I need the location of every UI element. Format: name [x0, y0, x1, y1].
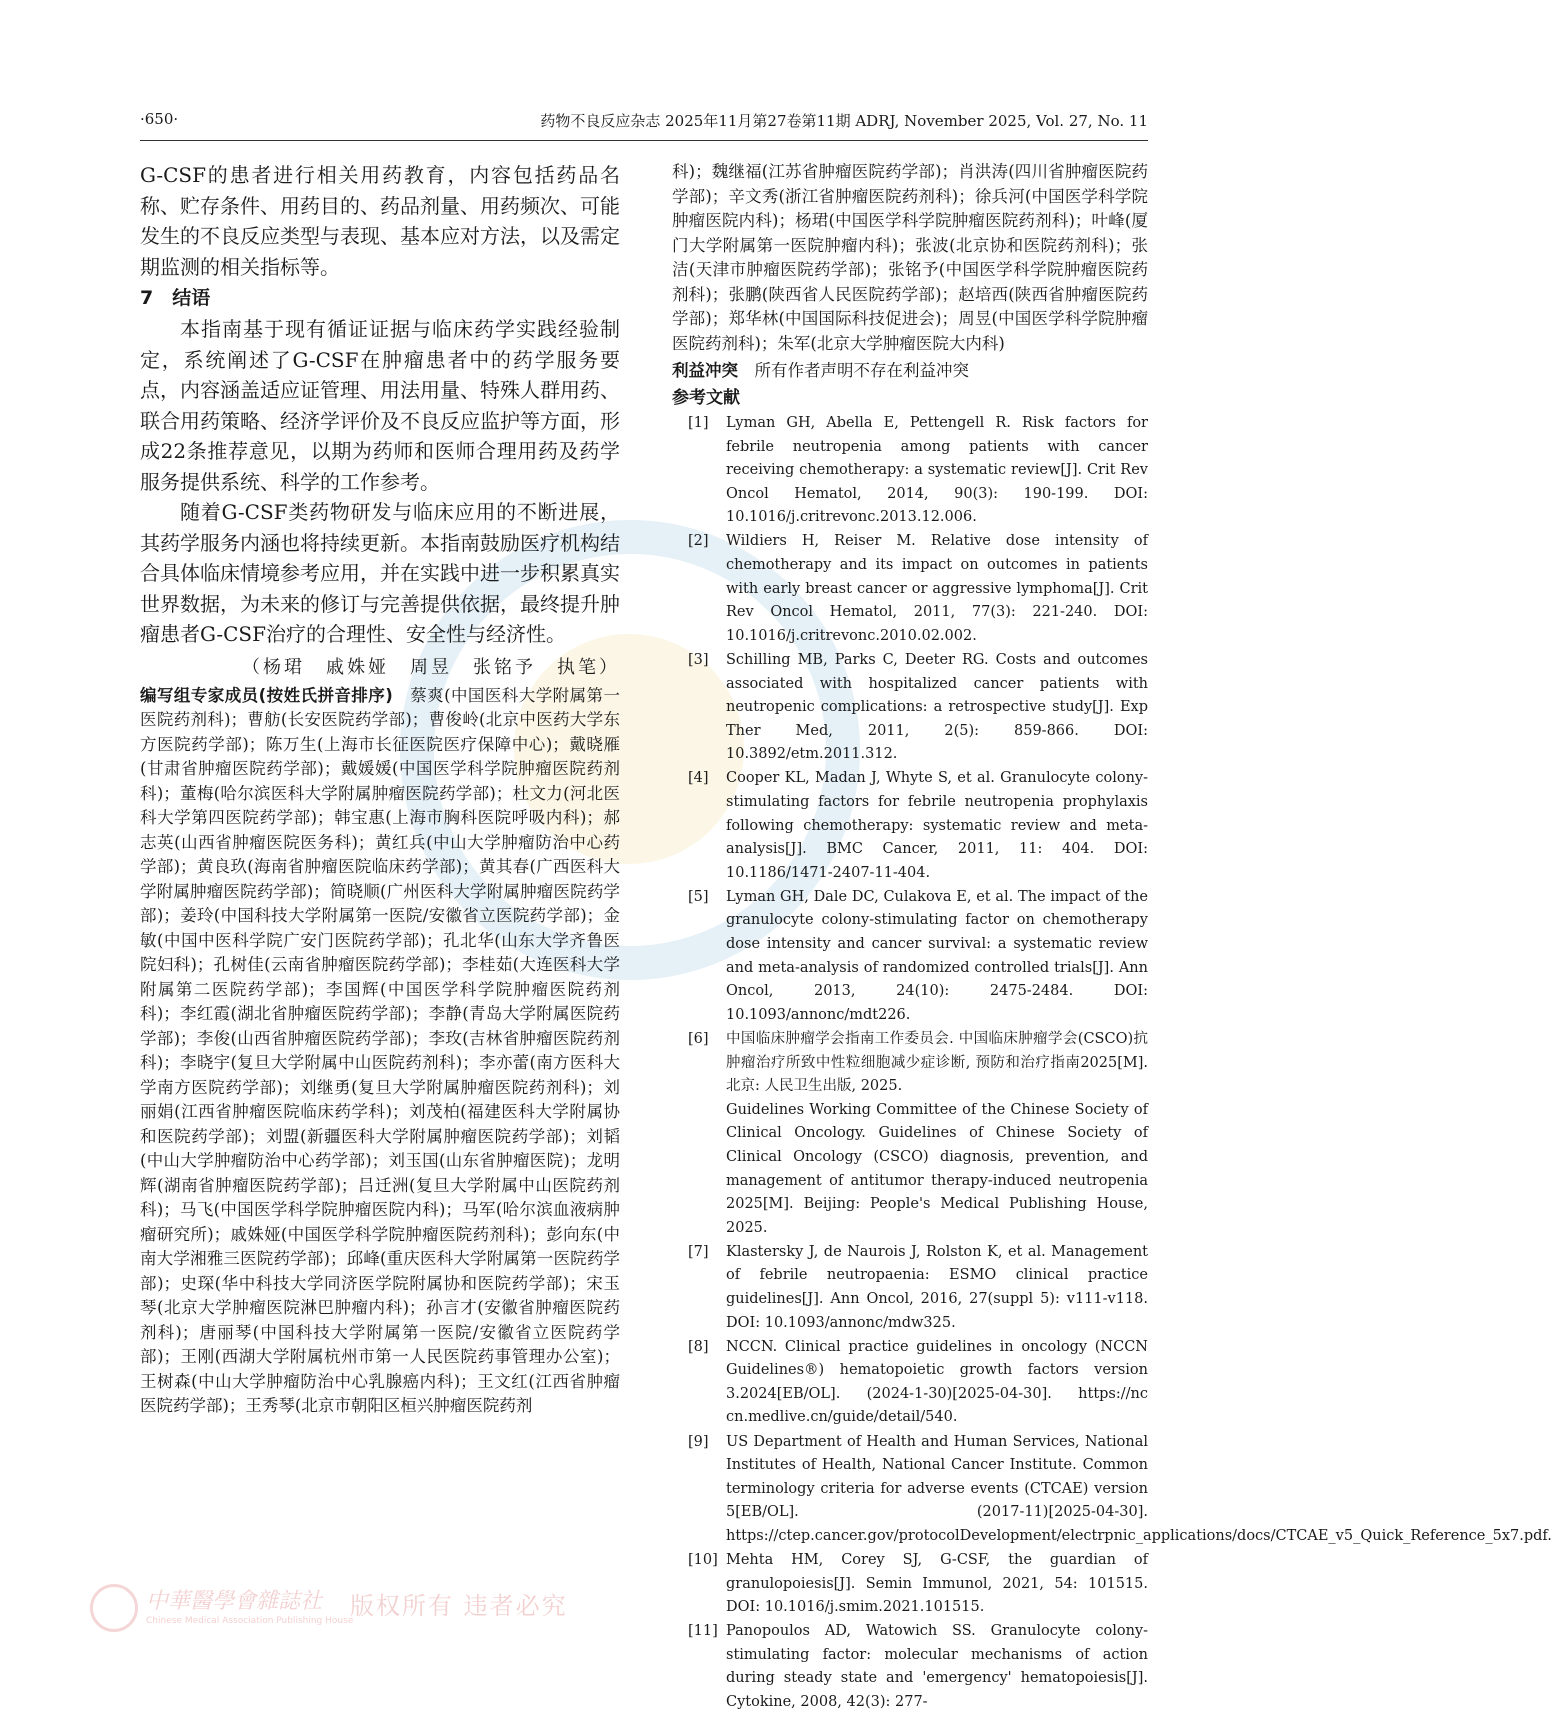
publisher-watermark	[90, 1580, 570, 1640]
reference-item	[672, 1241, 1148, 1335]
reference-item	[672, 1620, 1148, 1714]
intro-paragraph: G-CSF的患者进行相关用药教育，内容包括药品名称、贮存条件、用药目的、药品剂量、用药频次、可能发生的不良反应类型与表现、基本应对方法，以及需定期监测的相关指标等。	[140, 163, 620, 279]
reference-number: [7]	[688, 1243, 709, 1260]
reference-text: Panopoulos AD, Watowich SS. Granulocyte colony-stimulating factor: molecular mechanisms of action during steady state and 'emergency' hematopoiesis[J]. Cytokine, 2008, 42(3): 277-	[726, 1623, 1148, 1711]
reference-number: [2]	[688, 533, 709, 550]
reference-text: NCCN. Clinical practice guidelines in oncology (NCCN Guidelines®) hematopoietic growth factors version 3.2024[EB/OL]. (2024-1-30)[2025-04-30]. https://nc cn.medlive.cn/guide/detail/540.	[726, 1338, 1148, 1426]
reference-number: [9]	[688, 1433, 709, 1450]
reference-text: Mehta HM, Corey SJ, G-CSF, the guardian of granulopoiesis[J]. Semin Immunol, 2021, 54: 101515. DOI: 10.1016/j.smim.2021.101515.	[726, 1552, 1148, 1616]
journal-citation: 药物不良反应杂志 2025年11月第27卷第11期 ADRJ, November 2025, Vol. 27, No. 11	[540, 112, 1148, 130]
reference-text: US Department of Health and Human Services, National Institutes of Health, National Cancer Institute. Common terminology criteria for adverse events (CTCAE) version 5[EB/OL]. (2017-11)[2025-04-30]. https://ctep.cancer.gov/protocolDevelopment/electrpnic_applications/docs/CTCAE_v5_Quick_Reference_5x7.pdf.	[726, 1433, 1552, 1544]
reference-number: [5]	[688, 888, 709, 905]
reference-item	[672, 530, 1148, 648]
conflict-of-interest	[672, 358, 1148, 384]
reference-number: [8]	[688, 1338, 709, 1355]
reference-text: Lyman GH, Dale DC, Culakova E, et al. The impact of the granulocyte colony-stimulating factor on chemotherapy dose intensity and cancer survival: a systematic review and meta-analysis of randomized controlled trials[J]. Ann Oncol, 2013, 24(10): 2475-2484. DOI: 10.1093/annonc/mdt226.	[726, 888, 1148, 1023]
page-number: ·650·	[140, 110, 179, 128]
references-title: 参考文献	[672, 388, 740, 408]
reference-text: Cooper KL, Madan J, Whyte S, et al. Granulocyte colony-stimulating factors for febrile neutropenia prophylaxis following chemotherapy: systematic review and meta-analysis[J]. BMC Cancer, 2011, 11: 404. DOI: 10.1186/1471-2407-11-404.	[726, 770, 1148, 881]
section-title-conclusion: 7 结语	[140, 287, 211, 309]
committee-list-continued: 科)；魏继福(江苏省肿瘤医院药学部)；肖洪涛(四川省肿瘤医院药学部)；辛文秀(浙江省肿瘤医院药剂科)；徐兵河(中国医学科学院肿瘤医院内科)；杨珺(中国医学科学院肿瘤医院药剂科)；叶峰(厦门大学附属第一医院肿瘤内科)；张波(北京协和医院药剂科)；张洁(天津市肿瘤医院药学部)；张铭予(中国医学科学院肿瘤医院药剂科)；张鹏(陕西省人民医院药学部)；赵培西(陕西省肿瘤医院药学部)；郑华林(中国国际科技促进会)；周昱(中国医学科学院肿瘤医院药剂科)；朱军(北京大学肿瘤医院大内科)	[672, 162, 1148, 353]
reference-number: [10]	[688, 1552, 718, 1568]
reference-number: [11]	[688, 1623, 718, 1640]
reference-number: [1]	[688, 415, 709, 431]
reference-text: Klastersky J, de Naurois J, Rolston K, et al. Management of febrile neutropaenia: ESMO clinical practice guidelines[J]. Ann Oncol, 2016, 27(suppl 5): v111-v118. DOI: 10.1093/annonc/mdw325.	[726, 1243, 1148, 1331]
conflict-label: 利益冲突	[672, 361, 738, 380]
conclusion-paragraph-1: 本指南基于现有循证证据与临床药学实践经验制定，系统阐述了G-CSF在肿瘤患者中的药学服务要点，内容涵盖适应证管理、用法用量、特殊人群用药、联合用药策略、经济学评价及不良反应监护等方面，形成22条推荐意见，以期为药师和医师合理用药及药学服务提供系统、科学的工作参考。	[140, 317, 620, 494]
reference-text: Lyman GH, Abella E, Pettengell R. Risk factors for febrile neutropenia among patients with cancer receiving chemotherapy: a systematic review[J]. Crit Rev Oncol Hematol, 2014, 90(3): 190-199. DOI: 10.1016/j.critrevonc.2013.12.006.	[726, 415, 1148, 526]
publisher-seal-icon	[90, 1584, 138, 1632]
left-column	[140, 160, 620, 1419]
conclusion-paragraph-2: 随着G-CSF类药物研发与临床应用的不断进展，其药学服务内涵也将持续更新。本指南鼓励医疗机构结合具体临床情境参考应用，并在实践中进一步积累真实世界数据，为未来的修订与完善提供依据，最终提升肿瘤患者G-CSF治疗的合理性、安全性与经济性。	[140, 500, 620, 646]
reference-item	[672, 649, 1148, 767]
reference-item	[672, 412, 1148, 530]
reference-item	[672, 886, 1148, 1028]
committee-list	[140, 684, 620, 1419]
reference-item	[672, 1336, 1148, 1430]
writing-authors: （杨珺 戚姝娅 周昱 张铭予 执笔）	[242, 656, 620, 678]
committee-members: 蔡爽(中国医科大学附属第一医院药剂科)；曹舫(长安医院药学部)；曹俊岭(北京中医药大学东方医院药学部)；陈万生(上海市长征医院医疗保障中心)；戴晓雁(甘肃省肿瘤医院药学部)；戴媛媛(中国医学科学院肿瘤医院药剂科)；董梅(哈尔滨医科大学附属肿瘤医院药学部)；杜文力(河北医科大学第四医院药学部)；韩宝惠(上海市胸科医院呼吸内科)；郝志英(山西省肿瘤医院医务科)；黄红兵(中山大学肿瘤防治中心药学部)；黄良玖(海南省肿瘤医院临床药学部)；黄其春(广西医科大学附属肿瘤医院药学部)；简晓顺(广州医科大学附属肿瘤医院药学部)；姜玲(中国科技大学附属第一医院/安徽省立医院药学部)；金敏(中国中医科学院广安门医院药学部)；孔北华(山东大学齐鲁医院妇科)；孔树佳(云南省肿瘤医院药学部)；李桂茹(大连医科大学附属第二医院药学部)；李国辉(中国医学科学院肿瘤医院药剂科)；李红霞(湖北省肿瘤医院药学部)；李静(青岛大学附属医院药学部)；李俊(山西省肿瘤医院药学部)；李玫(吉林省肿瘤医院药剂科)；李晓宇(复旦大学附属中山医院药剂科)；李亦蕾(南方医科大学南方医院药学部)；刘继勇(复旦大学附属肿瘤医院药剂科)；刘丽娟(江西省肿瘤医院临床药学科)；刘茂柏(福建医科大学附属协和医院药学部)；刘盟(新疆医科大学附属肿瘤医院药学部)；刘韬(中山大学肿瘤防治中心药学部)；刘玉国(山东省肿瘤医院)；龙明辉(湖南省肿瘤医院药学部)；吕迁洲(复旦大学附属中山医院药剂科)；马飞(中国医学科学院肿瘤医院内科)；马军(哈尔滨血液病肿瘤研究所)；戚姝娅(中国医学科学院肿瘤医院药剂科)；彭向东(中南大学湘雅三医院药学部)；邱峰(重庆医科大学附属第一医院药学部)；史琛(华中科技大学同济医学院附属协和医院药学部)；宋玉琴(北京大学肿瘤医院淋巴肿瘤内科)；孙言才(安徽省肿瘤医院药剂科)；唐丽琴(中国科技大学附属第一医院/安徽省立医院药学部)；王刚(西湖大学附属杭州市第一人民医院药事管理办公室)；王树森(中山大学肿瘤防治中心乳腺癌内科)；王文红(江西省肿瘤医院药学部)；王秀琴(北京市朝阳区桓兴肿瘤医院药剂	[140, 685, 620, 1415]
reference-number: [3]	[688, 651, 709, 668]
reference-item	[672, 1431, 1552, 1549]
publisher-name: 中華醫學會雜誌社	[146, 1589, 323, 1614]
reference-item	[672, 767, 1148, 885]
reference-number: [6]	[688, 1030, 709, 1047]
reference-text: Schilling MB, Parks C, Deeter RG. Costs and outcomes associated with hospitalized cancer patients with neutropenic complications: a retrospective study[J]. Exp Ther Med, 2011, 2(5): 859-866. DOI: 10.3892/etm.2011.312.	[726, 651, 1148, 763]
reference-item	[672, 1549, 1148, 1620]
reference-number: [4]	[688, 770, 709, 787]
conflict-text: 所有作者声明不存在利益冲突	[738, 361, 969, 380]
publisher-name-english: Chinese Medical Association Publishing House	[146, 1616, 354, 1626]
committee-label: 编写组专家成员(按姓氏拼音排序)	[140, 685, 393, 705]
reference-text: Wildiers H, Reiser M. Relative dose intensity of chemotherapy and its impact on outcomes in patients with early breast cancer or aggressive lymphoma[J]. Crit Rev Oncol Hematol, 2011, 77(3): 221-240. DOI: 10.1016/j.critrevonc.2010.02.002.	[726, 533, 1148, 644]
right-column	[672, 160, 1552, 1715]
reference-list	[672, 412, 1552, 1715]
copyright-notice: 版权所有 违者必究	[350, 1592, 568, 1620]
reference-text: 中国临床肿瘤学会指南工作委员会. 中国临床肿瘤学会(CSCO)抗肿瘤治疗所致中性粒细胞减少症诊断, 预防和治疗指南2025[M]. 北京: 人民卫生出版, 2025.	[726, 1030, 1148, 1095]
reference-item	[672, 1028, 1148, 1240]
reference-text-english: Guidelines Working Committee of the Chinese Society of Clinical Oncology. Guidelines of Chinese Society of Clinical Oncology (CSCO) diagnosis, prevention, and management of antitumor therapy-induced neutropenia 2025[M]. Beijing: People's Medical Publishing House, 2025.	[726, 1101, 1148, 1236]
page-header	[140, 110, 1148, 141]
